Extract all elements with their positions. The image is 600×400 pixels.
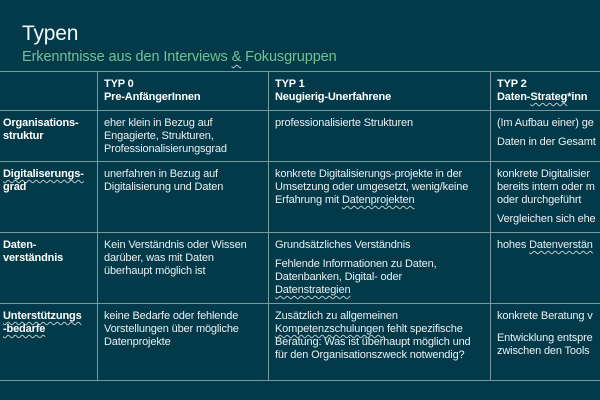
- cell-organisationsstruktur-typ1: [275, 117, 485, 136]
- table-header-divider: [0, 110, 600, 111]
- cell-text: Kein Verständnis oder Wissen darüber, was mit Daten überhaupt möglich ist: [104, 239, 247, 277]
- cell-text: [275, 168, 485, 207]
- cell-text-spellcheck: Datenstrategien: [275, 284, 351, 296]
- cell-organisationsstruktur-typ2: [497, 117, 600, 155]
- cell-digitalisierungsgrad-typ1: [275, 168, 485, 207]
- cell-text: unerfahren in Bezug auf Digitalisierung und Daten: [104, 168, 224, 193]
- column-type-name: Pre-AnfängerInnen: [104, 91, 201, 103]
- cell-text-part: fehlt spezifische Beratung: Was ist überhaupt möglich und für den Organisationszweck notwendig?: [275, 323, 471, 361]
- column-header-typ2: [497, 78, 600, 104]
- table-border-top: [0, 71, 600, 72]
- cell-text: konkrete Beratung v: [497, 310, 593, 322]
- table-row-divider: [0, 161, 600, 162]
- cell-unterstuetzungsbedarfe-typ1: [275, 310, 485, 362]
- cell-datenverstaendnis-typ1: [275, 239, 460, 297]
- page-title: Typen: [22, 22, 79, 45]
- cell-text: Vergleichen sich ehe: [497, 213, 596, 225]
- column-type-label: TYP 2: [497, 78, 527, 90]
- column-header-typ0: [104, 78, 264, 104]
- cell-digitalisierungsgrad-typ0: [104, 168, 259, 200]
- row-label-line: verständnis: [3, 252, 64, 264]
- subtitle-text-end: Fokusgruppen: [241, 49, 337, 65]
- cell-text: eher klein in Bezug auf Engagierte, Strukturen, Professionalisierungsgrad: [104, 117, 227, 155]
- cell-text-part: hohes: [497, 239, 530, 251]
- cell-text-part: Fehlende Informationen zu Daten, Datenbanken, Digital- oder: [275, 258, 437, 283]
- row-label-digitalisierungsgrad: [3, 168, 95, 194]
- cell-text-spellcheck: Datenverstän: [529, 239, 593, 251]
- table-row-divider: [0, 232, 600, 233]
- cell-text: [275, 310, 485, 362]
- name-part: *inn: [567, 91, 588, 103]
- cell-text: [275, 258, 460, 297]
- table-column-divider: [490, 71, 491, 381]
- column-type-label: TYP 0: [104, 78, 134, 90]
- row-label-unterstuetzungsbedarfe: [3, 310, 95, 336]
- row-label-line: grad: [3, 181, 27, 193]
- cell-unterstuetzungsbedarfe-typ0: [104, 310, 264, 355]
- cell-text: (Im Aufbau einer) ge: [497, 117, 594, 129]
- row-label-datenverstaendnis: [3, 239, 95, 265]
- cell-text-spellcheck: Kompetenzschulungen: [275, 323, 385, 335]
- row-label-line: struktur: [3, 130, 44, 142]
- cell-text: Entwicklung entspre zwischen den Tools: [497, 332, 593, 357]
- column-header-typ1: [275, 78, 485, 104]
- cell-unterstuetzungsbedarfe-typ2: [497, 310, 600, 364]
- cell-text: [497, 239, 600, 252]
- cell-text: konkrete Digitalisier bereits intern oder m oder durchgeführt: [497, 168, 595, 206]
- row-label-line: Digitaliserungs-: [3, 168, 84, 180]
- column-type-label: TYP 1: [275, 78, 305, 90]
- cell-text: Grundsätzliches Verständnis: [275, 239, 411, 251]
- column-type-name: [497, 91, 600, 104]
- cell-datenverstaendnis-typ2: [497, 239, 600, 258]
- cell-digitalisierungsgrad-typ2: [497, 168, 600, 232]
- table-column-divider: [268, 71, 269, 381]
- name-part: Daten-: [497, 91, 531, 103]
- cell-text-part: konkrete Digitalisierungs-projekte in der Umsetzung oder umgesetzt, wenig/keine Erfahrung mit: [275, 168, 469, 206]
- cell-text: keine Bedarfe oder fehlende Vorstellungen über mögliche Datenprojekte: [104, 310, 239, 348]
- row-label-line: Unterstützungs: [3, 310, 82, 322]
- row-label-organisationsstruktur: [3, 117, 95, 143]
- page-subtitle: [22, 49, 337, 65]
- row-label-line: Organisations-: [3, 117, 79, 129]
- cell-text: professionalisierte Strukturen: [275, 117, 413, 129]
- table-border-bottom: [0, 380, 600, 381]
- cell-text: Daten in der Gesamt: [497, 136, 596, 148]
- name-part-spellcheck: Strateg: [530, 91, 568, 103]
- subtitle-text: Erkenntnisse aus den Interviews: [22, 49, 232, 65]
- column-type-name: Neugierig-Unerfahrene: [275, 91, 392, 103]
- table-column-divider: [97, 71, 98, 381]
- cell-text-spellcheck: Datenprojekten: [341, 194, 415, 206]
- subtitle-ampersand: &: [231, 49, 242, 65]
- table-row-divider: [0, 303, 600, 304]
- cell-datenverstaendnis-typ0: [104, 239, 264, 284]
- row-label-line: Daten-: [3, 239, 37, 251]
- cell-text-part: Zusätzlich zu allgemeinen: [275, 310, 398, 322]
- row-label-line: -bedarfe: [3, 323, 46, 335]
- cell-organisationsstruktur-typ0: [104, 117, 264, 162]
